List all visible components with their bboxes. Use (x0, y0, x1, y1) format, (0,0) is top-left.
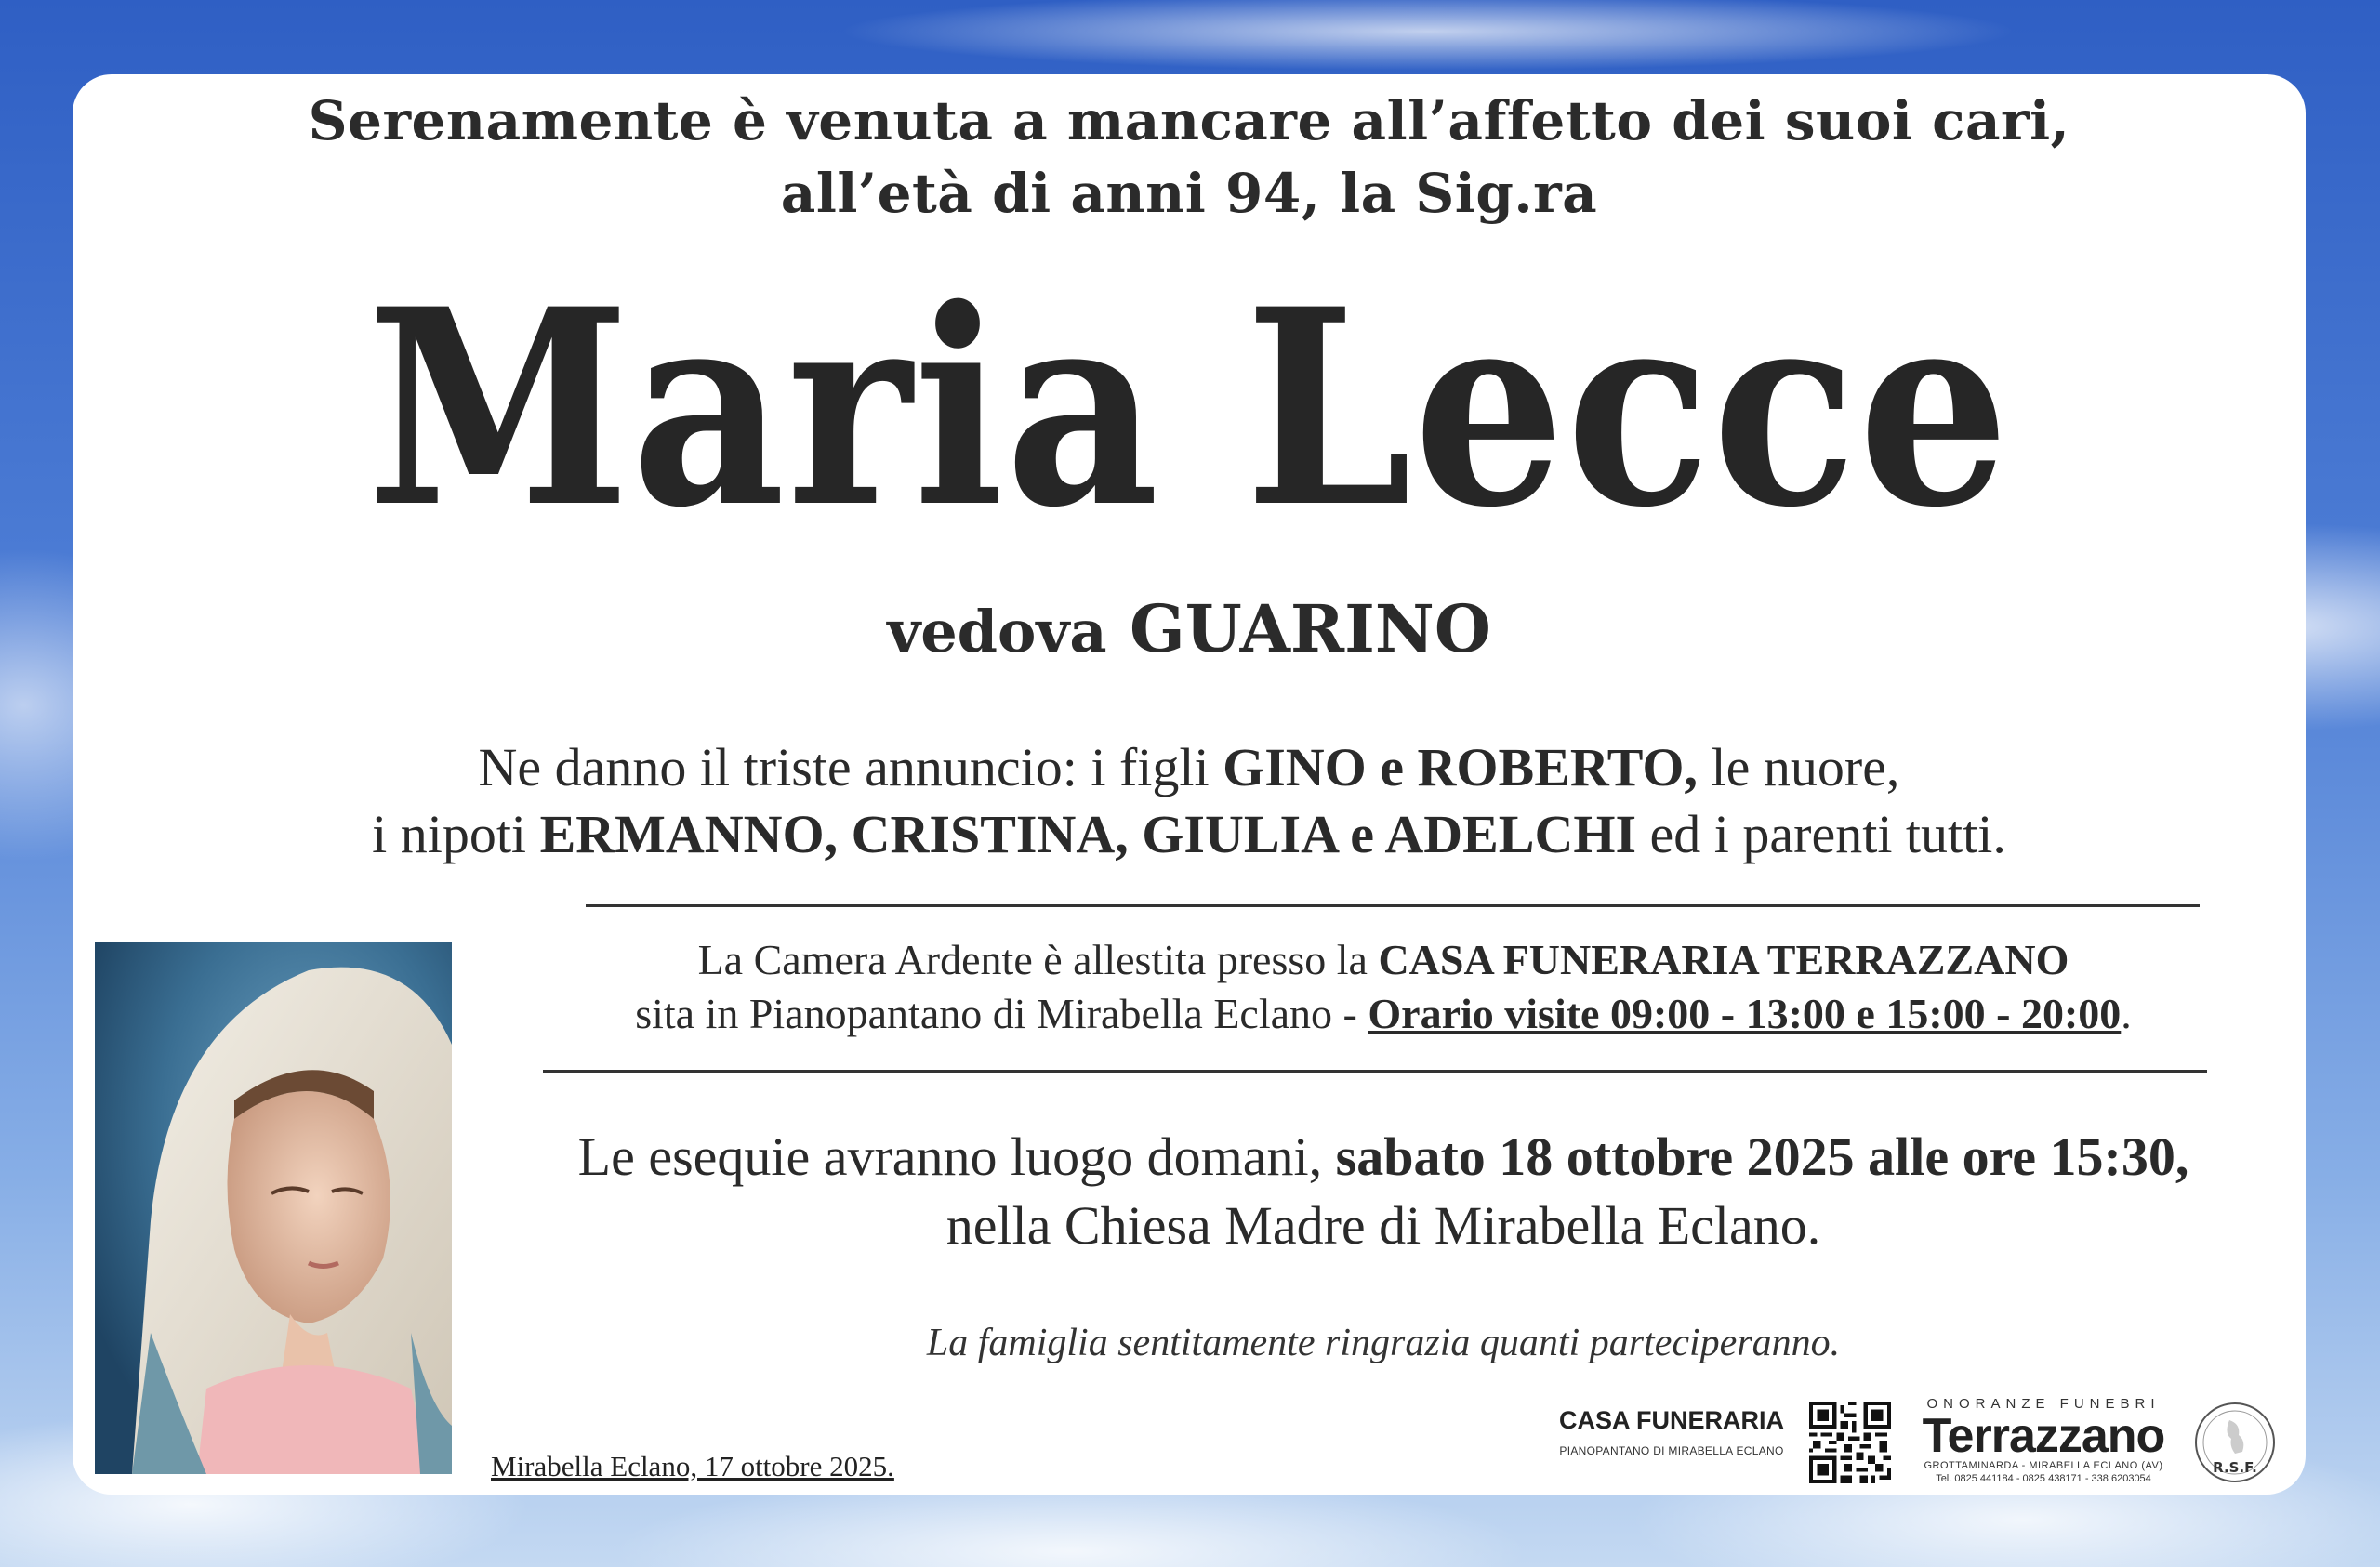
rsf-text: R.S.F. (2213, 1459, 2257, 1476)
camera-text-2: sita in Pianopantano di Mirabella Eclano - (635, 990, 1368, 1037)
casa-funeraria-subtitle: PIANOPANTANO DI MIRABELLA ECLANO (1559, 1444, 1784, 1457)
logo-city: GROTTAMINARDA - MIRABELLA ECLANO (AV) (1924, 1460, 2163, 1471)
qr-code-icon (1809, 1402, 1891, 1483)
divider-bottom (543, 1070, 2207, 1073)
visiting-hours: Orario visite 09:00 - 13:00 e 15:00 - 20:00 (1368, 990, 2122, 1037)
madonna-portrait-illustration (95, 942, 452, 1474)
funeral-datetime: sabato 18 ottobre 2025 alle ore 15:30, (1335, 1126, 2189, 1187)
logo-tagline: ONORANZE FUNEBRI (1926, 1396, 2161, 1412)
announcement-line-2 (73, 801, 2306, 868)
funeral-text-1: Le esequie avranno luogo domani, (577, 1126, 1336, 1187)
camera-ardente-line-1 (463, 933, 2304, 987)
camera-end: . (2121, 990, 2132, 1037)
funeral-line-2: nella Chiesa Madre di Mirabella Eclano. (945, 1195, 1821, 1256)
logo-telephone: Tel. 0825 441184 - 0825 438171 - 338 6203054 (1936, 1473, 2151, 1484)
rsf-seal-icon (2192, 1400, 2278, 1485)
widow-line (73, 587, 2306, 674)
widow-prefix: vedova (887, 598, 1107, 665)
thanks-line: La famiglia sentitamente ringrazia quanti parteciperanno. (926, 1322, 1841, 1364)
announce-grandchildren: ERMANNO, CRISTINA, GIULIA e ADELCHI (539, 804, 1637, 864)
divider-top (586, 904, 2200, 907)
intro-line-2: all’età di anni 94, la Sig.ra (780, 162, 1598, 225)
announce-text-3: i nipoti (372, 804, 540, 864)
deceased-name: Maria Lecce (367, 251, 2011, 567)
place-date: Mirabella Eclano, 17 ottobre 2025. (491, 1450, 894, 1482)
announce-text-4: ed i parenti tutti. (1636, 804, 2006, 864)
camera-place: CASA FUNERARIA TERRAZZANO (1378, 936, 2069, 983)
notice-card (73, 74, 2306, 1495)
terrazzano-logo (1900, 1396, 2187, 1493)
funeral-line-1 (463, 1123, 2304, 1192)
announce-text-1: Ne danno il triste annuncio: i figli (478, 737, 1223, 797)
camera-text-1: La Camera Ardente è allestita presso la (697, 936, 1379, 983)
announce-text-2: le nuore, (1698, 737, 1900, 797)
madonna-portrait (95, 942, 452, 1474)
logo-name: Terrazzano (1922, 1409, 2165, 1463)
widow-surname: GUARINO (1129, 590, 1491, 667)
casa-funeraria-title: CASA FUNERARIA (1559, 1406, 1784, 1434)
casa-funeraria-label (1541, 1403, 1802, 1459)
camera-ardente-line-2 (463, 987, 2304, 1041)
announcement-line-1 (73, 734, 2306, 801)
intro-line-1: Serenamente è venuta a mancare all’affetto dei suoi cari, (308, 89, 2070, 152)
announce-children: GINO e ROBERTO, (1223, 737, 1699, 797)
